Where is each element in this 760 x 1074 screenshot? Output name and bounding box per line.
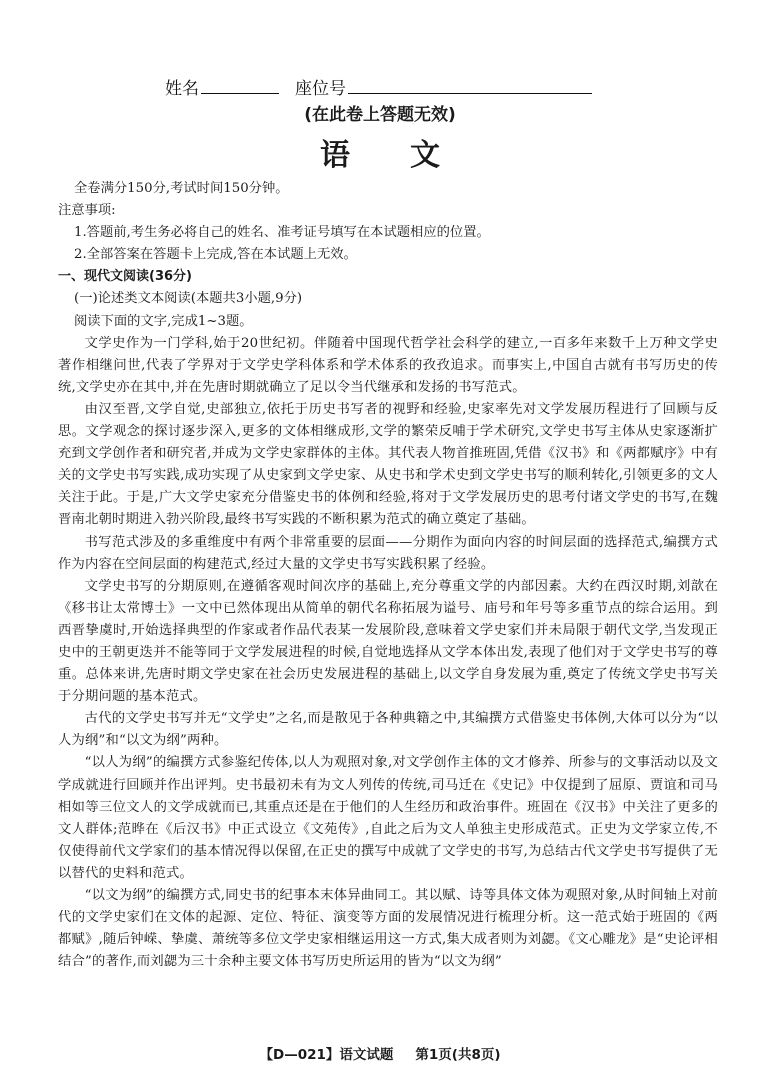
notice-item: 2.全部答案在答题卡上完成,答在本试题上无效。 <box>74 247 357 263</box>
page-number: 第1页(共8页) <box>415 1047 501 1063</box>
passage-paragraph: 文学史书写的分期原则,在遵循客观时间次序的基础上,充分尊重文学的内部因素。大约在西汉时期,刘歆在《移书让太常博士》一文中已然体现出从简单的朝代名称拓展为谥号、庙号和年号等多重节点的综合运用。到西晋挚虞时,开始选择典型的作家或者作品代表某一发展阶段,意味着文学史家们并未局限于朝代文学,当发现正史中的王朝更迭并不能等同于文学发展进程的时候,自觉地选择从文学本体出发,表现了他们对于文学史书写的尊重。总体来讲,先唐时期文学史家在社会历史发展进程的基础上,以文学自身发展为重,奠定了传统文学史书写关于分期问题的基本范式。 <box>58 578 718 705</box>
sub-heading: (一)论述类文本阅读(本题共3小题,9分) <box>74 291 303 307</box>
passage-paragraph: 古代的文学史书写并无“文学史”之名,而是散见于各种典籍之中,其编撰方式借鉴史书体例,大体可以分为“以人为纲”和“以文为纲”两种。 <box>58 711 718 749</box>
section-heading: 一、现代文阅读(36分) <box>58 269 192 285</box>
passage-paragraph: 书写范式涉及的多重维度中有两个非常重要的层面——分期作为面向内容的时间层面的选择范式,编撰方式作为内容在空间层面的构建范式,经过大量的文学史书写实践积累了经验。 <box>58 534 718 572</box>
name-label: 姓名 <box>165 79 199 99</box>
passage-paragraph: 文学史作为一门学科,始于20世纪初。伴随着中国现代哲学社会科学的建立,一百多年来数千上万种文学史著作相继问世,代表了学界对于文学史学科体系和学术体系的孜孜追求。而事实上,中国自古就有书写历史的传统,文学史亦在其中,并在先唐时期就确立了足以令当代继承和发扬的书写范式。 <box>58 335 718 395</box>
notice-item: 1.答题前,考生务必将自己的姓名、准考证号填写在本试题相应的位置。 <box>74 225 490 241</box>
subject-title: 语文 <box>320 138 500 173</box>
score-info: 全卷满分150分,考试时间150分钟。 <box>74 181 289 196</box>
exam-code: 【D—021】语文试题 <box>259 1047 394 1063</box>
passage-paragraph: “以人为纲”的编撰方式参鉴纪传体,以人为观照对象,对文学创作主体的文才修养、所参与的文事活动以及文学成就进行回顾并作出评判。史书最初未有为文人列传的传统,司马迁在《史记》中仅提到了屈原、贾谊和司马相如等三位文人的文学成就而已,其重点还是在于他们的人生经历和政治事件。班固在《汉书》中关注了更多的文人群体;范晔在《后汉书》中正式设立《文苑传》,自此之后为文人单独主史形成范式。正史为文学家立传,不仅使得前代文学家们的基本情况得以保留,在正史的撰写中成就了文学史的书写,为总结古代文学史书写提供了无以替代的史料和范式。 <box>58 755 718 881</box>
name-blank <box>201 75 279 94</box>
exam-body <box>58 178 718 973</box>
invalid-note: (在此卷上答题无效) <box>304 105 456 125</box>
notice-title: 注意事项: <box>58 203 116 219</box>
seat-blank <box>348 75 592 94</box>
seat-label: 座位号 <box>295 79 346 99</box>
instruction: 阅读下面的文字,完成1~3题。 <box>74 313 253 329</box>
candidate-info-line <box>165 74 625 99</box>
page-footer <box>0 1043 760 1063</box>
passage-paragraph: 由汉至晋,文学自觉,史部独立,依托于历史书写者的视野和经验,史家率先对文学发展历程进行了回顾与反思。文学观念的探讨逐步深入,更多的文体相继成形,文学的繁荣反哺于学术研究,文学史书写主体从史家逐渐扩充到文学创作者和研究者,并成为文学史家群体的主体。其代表人物首推班固,凭借《汉书》和《两都赋序》中有关的文学史书写实践,成功实现了从史家到文学史家、从史书和学术史到文学史书写的顺利转化,引领更多的文人关注于此。于是,广大文学史家充分借鉴史书的体例和经验,将对于文学发展历史的思考付诸文学史的书写,在魏晋南北朝时期进入勃兴阶段,最终书写实践的不断积累为范式的确立奠定了基础。 <box>58 401 718 528</box>
passage-paragraph: “以文为纲”的编撰方式,同史书的纪事本末体异曲同工。其以赋、诗等具体文体为观照对象,从时间轴上对前代的文学史家们在文体的起源、定位、特征、演变等方面的发展情况进行梳理分析。这一范式始于班固的《两都赋》,随后钟嵘、挚虞、萧统等多位文学史家相继运用这一方式,集大成者则为刘勰。《文心雕龙》是“史论评相结合”的著作,而刘勰为三十余种主要文体书写历史所运用的皆为“以文为纲” <box>58 888 718 970</box>
